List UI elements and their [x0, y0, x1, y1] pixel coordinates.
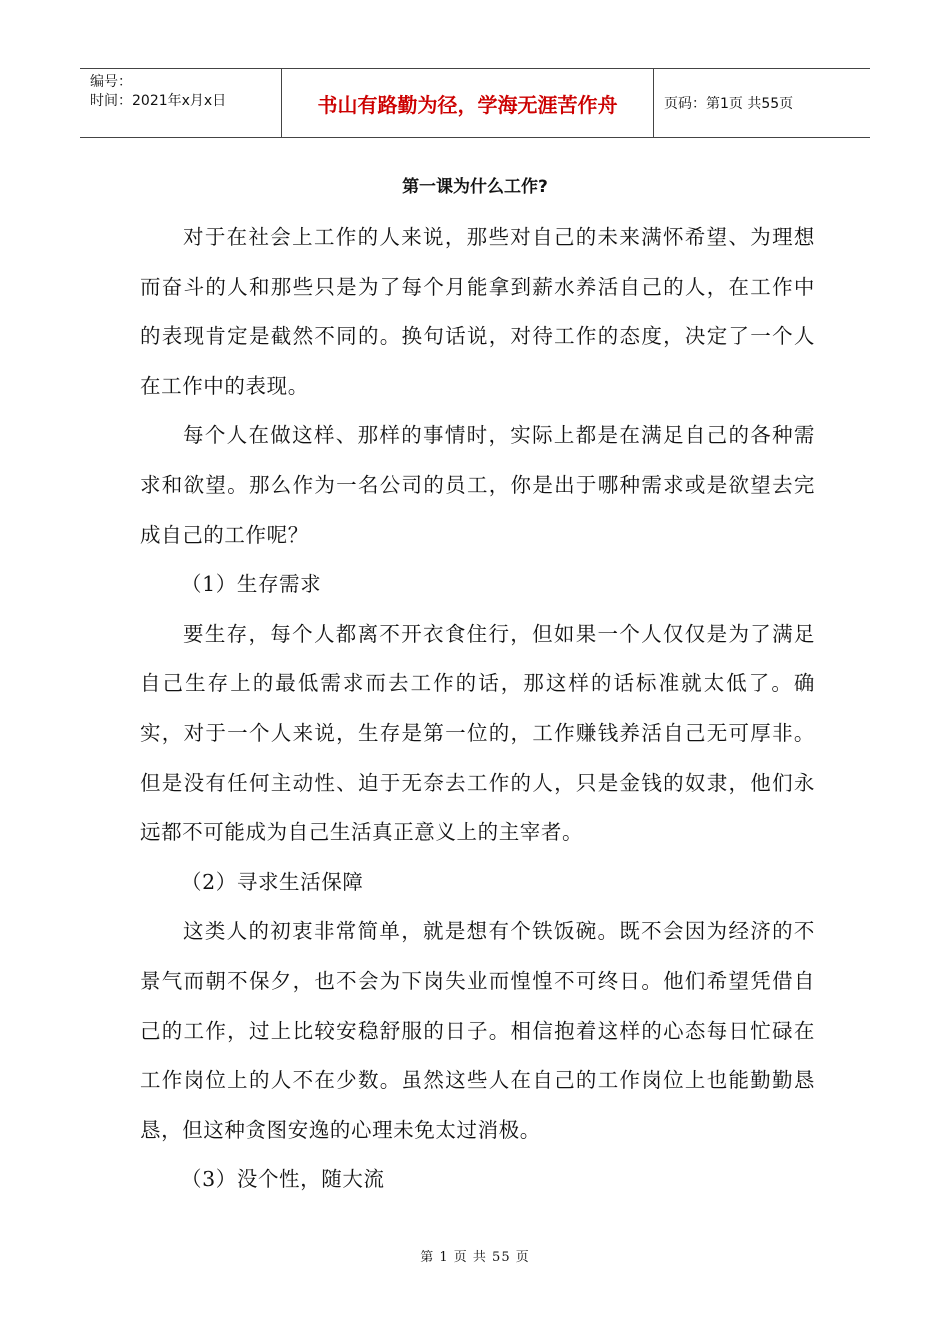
- header-table: [80, 68, 870, 138]
- paragraph: 这类人的初衷非常简单，就是想有个铁饭碗。既不会因为经济的不景气而朝不保夕，也不会为下岗失业而惶惶不可终日。他们希望凭借自己的工作，过上比较安稳舒服的日子。相信抱着这样的心态每日忙碌在工作岗位上的人不在少数。虽然这些人在自己的工作岗位上也能勤勤恳恳，但这种贪图安逸的心理未免太过消极。: [140, 919, 815, 1142]
- subheading: （1）生存需求: [181, 572, 322, 597]
- paragraph: 对于在社会上工作的人来说，那些对自己的未来满怀希望、为理想而奋斗的人和那些只是为了每个月能拿到薪水养活自己的人，在工作中的表现肯定是截然不同的。换句话说，对待工作的态度，决定了一个人在工作中的表现。: [140, 225, 815, 398]
- document-body: [140, 213, 815, 1205]
- subheading: （2）寻求生活保障: [181, 869, 364, 894]
- document-number-label: 编号：: [90, 74, 132, 90]
- document-title: 第一课为什么工作?: [402, 177, 548, 197]
- paragraph: 每个人在做这样、那样的事情时，实际上都是在满足自己的各种需求和欲望。那么作为一名公司的员工，你是出于哪种需求或是欲望去完成自己的工作呢？: [140, 423, 815, 547]
- paragraph: 要生存，每个人都离不开衣食住行，但如果一个人仅仅是为了满足自己生存上的最低需求而去工作的话，那这样的话标准就太低了。确实，对于一个人来说，生存是第一位的，工作赚钱养活自己无可厚非。但是没有任何主动性、迫于无奈去工作的人，只是金钱的奴隶，他们永远都不可能成为自己生活真正意义上的主宰者。: [140, 621, 815, 845]
- page-footer: 第 1 页 共 55 页: [420, 1250, 530, 1265]
- header-motto: 书山有路勤为径，学海无涯苦作舟: [282, 69, 654, 137]
- header-meta-cell: [80, 69, 282, 137]
- document-time-label: 时间：2021年x月x日: [90, 93, 227, 109]
- subheading: （3）没个性，随大流: [181, 1167, 385, 1192]
- header-page-info: 页码：第1页 共55页: [664, 96, 794, 112]
